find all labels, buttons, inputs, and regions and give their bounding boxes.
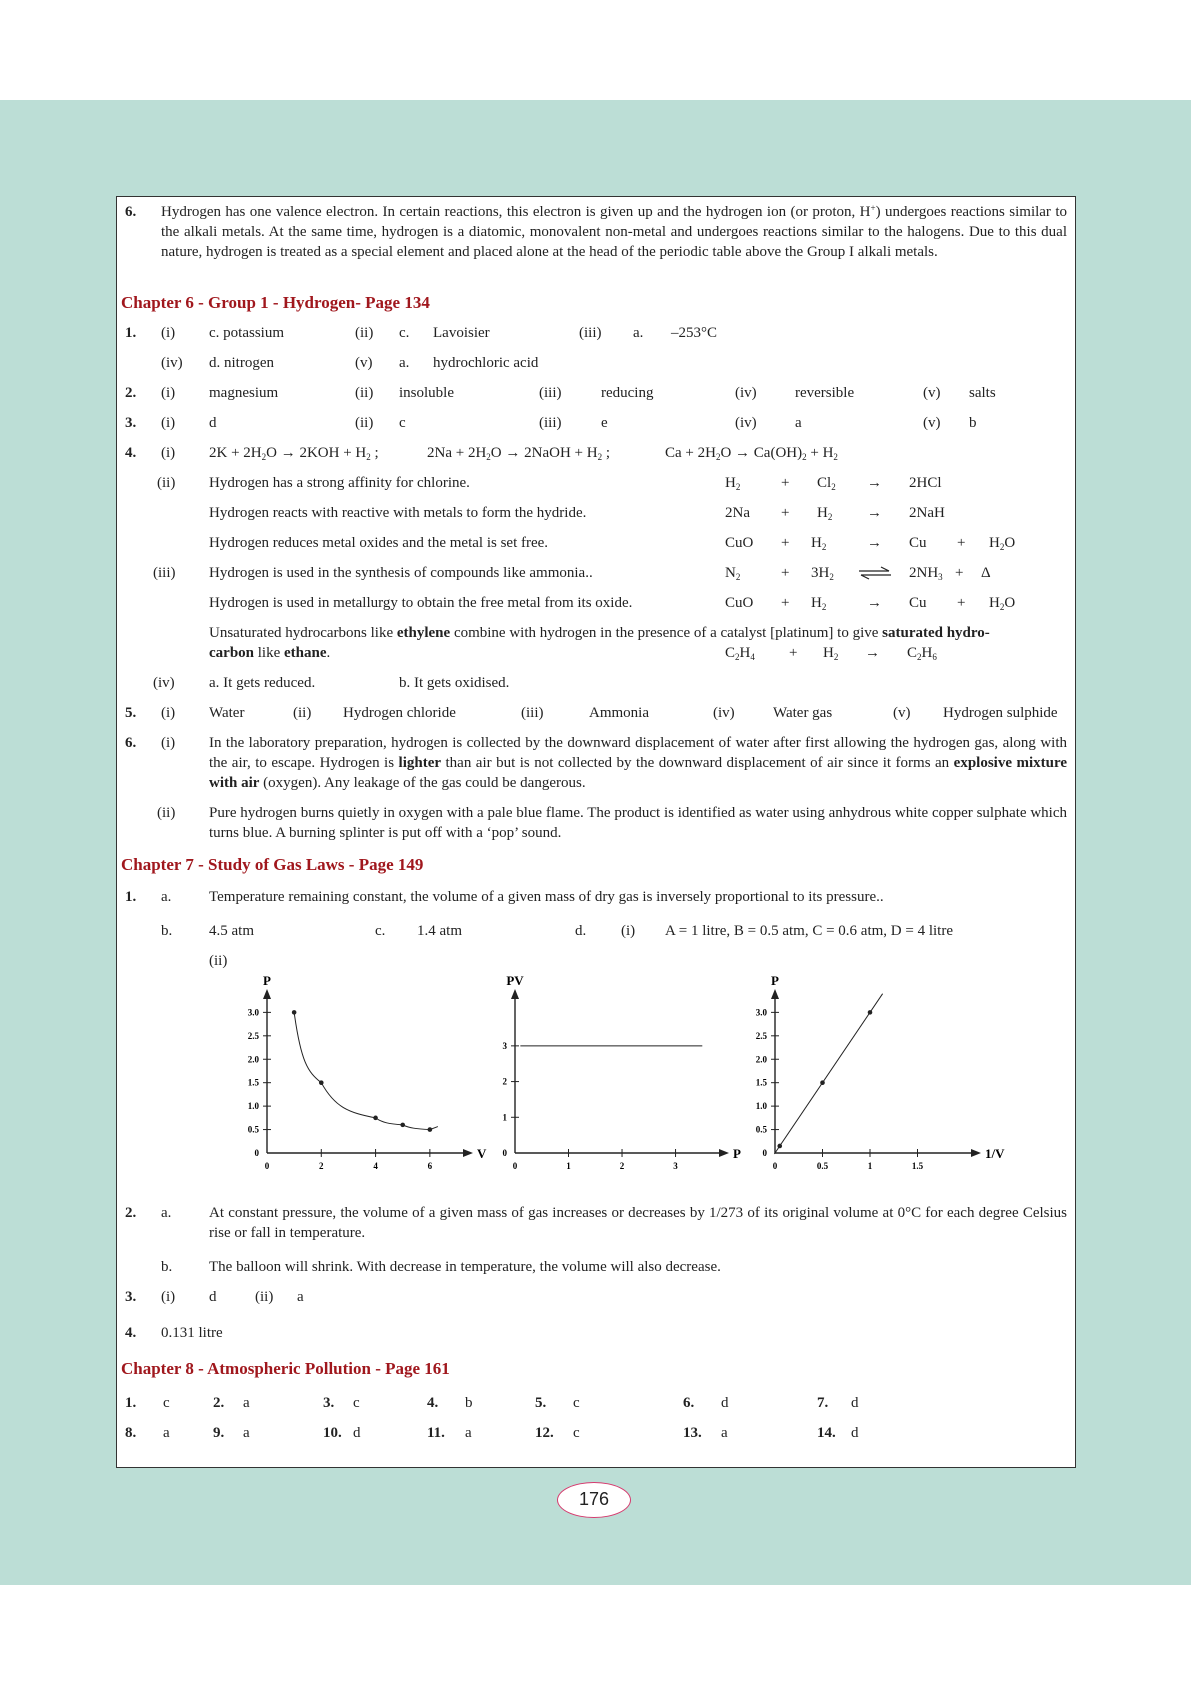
chapter-6-heading: Chapter 6 - Group 1 - Hydrogen- Page 134 bbox=[121, 293, 430, 312]
roman-label: (i) bbox=[161, 325, 176, 341]
y-tick-label: 1.5 bbox=[755, 1077, 767, 1088]
option-letter: a. bbox=[633, 325, 644, 341]
x-tick-label: 0 bbox=[512, 1161, 518, 1171]
charles-law-statement: At constant pressure, the volume of a given mass of gas increases or decreases by 1/273 of its original volume at 0°C for each degree Celsius rise or fall in temperature. bbox=[209, 1205, 1067, 1241]
x-axis-arrow-icon bbox=[463, 1149, 473, 1157]
data-point bbox=[373, 1116, 378, 1121]
page-number: 176 bbox=[557, 1482, 631, 1518]
roman-label: (i) bbox=[161, 415, 176, 431]
plus-sign: + bbox=[781, 565, 790, 581]
answer-text: d bbox=[209, 1289, 217, 1305]
arrow-icon: → bbox=[867, 535, 882, 551]
q6-ii-paragraph: Pure hydrogen burns quietly in oxygen with a pale blue flame. The product is identified as water using anhydrous white copper sulphate which turns blue. A burning splinter is put off with a ‘pop’ sound. bbox=[209, 805, 1067, 841]
equilibrium-arrow-icon bbox=[857, 565, 893, 581]
equation-2: $2Na + 2H_2O$ → 2NaOH + $H_2$ ; bbox=[427, 445, 610, 462]
x-tick-label: 2 bbox=[619, 1161, 625, 1171]
roman-label: (iv) bbox=[735, 385, 757, 401]
answer-text: 1.4 atm bbox=[417, 923, 462, 939]
y-tick-label: 3.0 bbox=[755, 1007, 767, 1018]
ch8-answer-letter: a bbox=[243, 1395, 250, 1411]
data-curve bbox=[294, 1012, 438, 1129]
q6-paragraph: Hydrogen has one valence electron. In certain reactions, this electron is given up and the hydrogen ion (or proton, H+) undergoes reactions similar to the alkali metals. At the same time, hydrogen is a diatomic, monovalent non-metal and undergoes reactions similar to the halogens. Due to this dual nature, hydrogen is treated as a special element and placed alone at the head of the periodic table above the Group I alkali metals. bbox=[161, 203, 1067, 260]
y-tick-label: 1.5 bbox=[247, 1077, 259, 1088]
ch8-answer-letter: c bbox=[573, 1395, 580, 1411]
option-letter: c. bbox=[375, 923, 386, 939]
ch8-answer-letter: c bbox=[353, 1395, 360, 1411]
roman-label: (ii) bbox=[293, 705, 312, 721]
answer-text: a bbox=[297, 1289, 304, 1305]
ch7-q2-number: 2. bbox=[125, 1205, 137, 1221]
ch6-q4-number: 4. bbox=[125, 445, 137, 461]
arrow-icon: → bbox=[867, 595, 882, 611]
statement: The balloon will shrink. With decrease in temperature, the volume will also decrease. bbox=[209, 1259, 721, 1275]
ch8-answer-letter: d bbox=[851, 1395, 859, 1411]
ch8-question-number: 10. bbox=[323, 1425, 342, 1441]
answer-text: a. It gets reduced. bbox=[209, 675, 316, 691]
y-tick-label: 0 bbox=[254, 1148, 259, 1158]
roman-label: (v) bbox=[893, 705, 911, 721]
data-point bbox=[820, 1080, 825, 1085]
ch7-q1-number: 1. bbox=[125, 889, 137, 905]
y-tick-label: 0.5 bbox=[247, 1124, 259, 1135]
roman-label: (iii) bbox=[579, 325, 602, 341]
x-axis-label: 1/V bbox=[985, 1146, 1005, 1161]
ch6-q5-number: 5. bbox=[125, 705, 137, 721]
roman-label: (iv) bbox=[735, 415, 757, 431]
roman-label: (ii) bbox=[209, 953, 228, 969]
y-tick-label: 2.0 bbox=[755, 1054, 767, 1065]
ch8-question-number: 13. bbox=[683, 1425, 702, 1441]
product: Cu bbox=[909, 535, 927, 551]
ch8-answer-letter: a bbox=[243, 1425, 250, 1441]
x-axis-label: V bbox=[477, 1146, 487, 1161]
answer-box bbox=[116, 196, 1076, 1468]
x-axis-label: P bbox=[733, 1146, 741, 1161]
roman-label: (i) bbox=[161, 1289, 176, 1305]
data-line bbox=[774, 994, 882, 1154]
product: $2NH_3$ bbox=[909, 565, 943, 582]
data-point bbox=[400, 1123, 405, 1128]
data-point bbox=[319, 1080, 324, 1085]
roman-label: (v) bbox=[923, 415, 941, 431]
statement: Hydrogen is used in metallurgy to obtain the free metal from its oxide. bbox=[209, 595, 633, 611]
ch6-q3-number: 3. bbox=[125, 415, 137, 431]
product: $C_2H_6$ bbox=[907, 645, 937, 662]
y-axis-label: P bbox=[771, 973, 779, 988]
reactant: $3H_2$ bbox=[811, 565, 834, 582]
ch8-question-number: 1. bbox=[125, 1395, 137, 1411]
answer-text: Lavoisier bbox=[433, 325, 490, 341]
ch8-answer-letter: a bbox=[163, 1425, 170, 1441]
y-tick-label: 1 bbox=[502, 1112, 507, 1123]
ch8-question-number: 6. bbox=[683, 1395, 695, 1411]
x-tick-label: 1 bbox=[566, 1161, 571, 1171]
y-tick-label: 3.0 bbox=[247, 1007, 259, 1018]
answer-text: c bbox=[399, 415, 406, 431]
ch6-q6-number: 6. bbox=[125, 735, 137, 751]
roman-label: (i) bbox=[161, 385, 176, 401]
plus-sign: + bbox=[781, 475, 790, 491]
ch8-question-number: 7. bbox=[817, 1395, 829, 1411]
y-axis-arrow-icon bbox=[771, 989, 779, 999]
answer-text: Hydrogen sulphide bbox=[943, 705, 1058, 721]
statement: Hydrogen reacts with reactive with metals to form the hydride. bbox=[209, 505, 587, 521]
answer-text: magnesium bbox=[209, 385, 279, 401]
option-letter: d. bbox=[575, 923, 587, 939]
roman-label: (v) bbox=[923, 385, 941, 401]
y-axis-label: PV bbox=[506, 973, 524, 988]
roman-label: (iii) bbox=[521, 705, 544, 721]
answer-text: hydrochloric acid bbox=[433, 355, 539, 371]
y-axis-arrow-icon bbox=[511, 989, 519, 999]
statement: Hydrogen has a strong affinity for chlorine. bbox=[209, 475, 470, 491]
option-letter: b. bbox=[161, 1259, 173, 1275]
answer-text: d. nitrogen bbox=[209, 355, 274, 371]
y-tick-label: 0 bbox=[502, 1148, 507, 1158]
x-tick-label: 0.5 bbox=[816, 1161, 829, 1171]
roman-label: (iii) bbox=[539, 415, 562, 431]
answer-text: A = 1 litre, B = 0.5 atm, C = 0.6 atm, D = 4 litre bbox=[665, 923, 953, 939]
y-axis-arrow-icon bbox=[263, 989, 271, 999]
ch8-answer-letter: a bbox=[465, 1425, 472, 1441]
reactant: $H_2$ bbox=[817, 505, 833, 522]
option-letter: a. bbox=[161, 889, 172, 905]
reactant: $H_2$ bbox=[725, 475, 741, 492]
graph-p-vs-inverse-v bbox=[745, 975, 1075, 1175]
plus-sign: + bbox=[957, 595, 966, 611]
answer-text: Water bbox=[209, 705, 245, 721]
option-letter: c. bbox=[399, 325, 410, 341]
answer-text: c. potassium bbox=[209, 325, 284, 341]
x-tick-label: 1.5 bbox=[911, 1161, 924, 1171]
answer-text: Ammonia bbox=[589, 705, 649, 721]
x-tick-label: 6 bbox=[427, 1161, 433, 1171]
x-tick-label: 3 bbox=[673, 1161, 678, 1171]
ch8-question-number: 2. bbox=[213, 1395, 225, 1411]
ch8-answer-letter: d bbox=[721, 1395, 729, 1411]
answer-text: Water gas bbox=[773, 705, 833, 721]
answer-text: –253°C bbox=[671, 325, 718, 341]
graph-pv-vs-p bbox=[487, 973, 741, 1175]
plus-sign: + bbox=[781, 535, 790, 551]
roman-label: (i) bbox=[161, 445, 176, 461]
answer-text: salts bbox=[969, 385, 996, 401]
ch8-answer-letter: b bbox=[465, 1395, 473, 1411]
arrow-icon: → bbox=[867, 475, 882, 491]
reactant: $H_2$ bbox=[811, 535, 827, 552]
plus-sign: + bbox=[955, 565, 964, 581]
x-tick-label: 1 bbox=[867, 1161, 873, 1171]
plus-sign: + bbox=[781, 595, 790, 611]
roman-label: (i) bbox=[621, 923, 636, 939]
x-axis-arrow-icon bbox=[719, 1149, 729, 1157]
answer-text: d bbox=[209, 415, 217, 431]
y-tick-label: 2 bbox=[502, 1076, 507, 1087]
ch8-question-number: 4. bbox=[427, 1395, 439, 1411]
ch6-q2-number: 2. bbox=[125, 385, 137, 401]
product: Cu bbox=[909, 595, 927, 611]
plus-sign: + bbox=[789, 645, 798, 661]
y-tick-label: 2.5 bbox=[755, 1030, 767, 1041]
reactant: CuO bbox=[725, 595, 754, 611]
data-point bbox=[868, 1010, 873, 1015]
y-tick-label: 0 bbox=[762, 1148, 767, 1158]
product: 2NaH bbox=[909, 505, 945, 521]
statement: Hydrogen is used in the synthesis of compounds like ammonia.. bbox=[209, 565, 593, 581]
answer-text: b bbox=[969, 415, 977, 431]
delta-symbol: Δ bbox=[981, 565, 991, 581]
roman-label: (iii) bbox=[539, 385, 562, 401]
roman-label: (ii) bbox=[355, 415, 374, 431]
ch8-question-number: 14. bbox=[817, 1425, 836, 1441]
product: 2HCl bbox=[909, 475, 942, 491]
arrow-icon: → bbox=[867, 505, 882, 521]
answer-text: b. It gets oxidised. bbox=[399, 675, 510, 691]
statement: Hydrogen reduces metal oxides and the metal is set free. bbox=[209, 535, 549, 551]
y-tick-label: 2.0 bbox=[247, 1054, 259, 1065]
q6-i-paragraph: In the laboratory preparation, hydrogen is collected by the downward displacement of water after first allowing the hydrogen gas, along with the air, to escape. Hydrogen is lighter than air but is not collected by the downward displacement of air since it forms an explosive mixture with air (oxygen). Any leakage of the gas could be dangerous. bbox=[209, 735, 1068, 791]
answer-text: a bbox=[795, 415, 802, 431]
data-point bbox=[777, 1144, 782, 1149]
reactant: 2Na bbox=[725, 505, 750, 521]
option-letter: a. bbox=[399, 355, 410, 371]
plus-sign: + bbox=[957, 535, 966, 551]
ch8-question-number: 5. bbox=[535, 1395, 547, 1411]
answer-text: 0.131 litre bbox=[161, 1325, 223, 1341]
y-tick-label: 0.5 bbox=[755, 1124, 767, 1135]
answer-text: reducing bbox=[601, 385, 654, 401]
statement: Temperature remaining constant, the volume of a given mass of dry gas is inversely proportional to its pressure.. bbox=[209, 889, 884, 905]
roman-label: (ii) bbox=[355, 385, 374, 401]
roman-label: (iv) bbox=[161, 355, 183, 371]
ch8-answer-letter: d bbox=[353, 1425, 361, 1441]
product: $H_2O$ bbox=[989, 535, 1016, 552]
ch8-answer-letter: d bbox=[851, 1425, 859, 1441]
roman-label: (i) bbox=[161, 705, 176, 721]
ch8-question-number: 3. bbox=[323, 1395, 335, 1411]
x-tick-label: 0 bbox=[264, 1161, 270, 1171]
answer-text: insoluble bbox=[399, 385, 454, 401]
roman-label: (ii) bbox=[355, 325, 374, 341]
ch8-answer-letter: c bbox=[573, 1425, 580, 1441]
reactant: CuO bbox=[725, 535, 754, 551]
product: $H_2O$ bbox=[989, 595, 1016, 612]
answer-text: e bbox=[601, 415, 608, 431]
plus-sign: + bbox=[781, 505, 790, 521]
y-tick-label: 2.5 bbox=[247, 1030, 259, 1041]
reactant: $Cl_2$ bbox=[817, 475, 836, 492]
ch8-question-number: 8. bbox=[125, 1425, 137, 1441]
roman-label: (ii) bbox=[255, 1289, 274, 1305]
option-letter: a. bbox=[161, 1205, 172, 1221]
option-letter: b. bbox=[161, 923, 173, 939]
x-tick-label: 0 bbox=[772, 1161, 778, 1171]
reactant: $N_2$ bbox=[725, 565, 741, 582]
ch8-answer-letter: c bbox=[163, 1395, 170, 1411]
x-tick-label: 2 bbox=[319, 1161, 324, 1171]
reactant: $H_2$ bbox=[811, 595, 827, 612]
graph-p-vs-v bbox=[227, 973, 487, 1175]
roman-label: (ii) bbox=[157, 475, 176, 491]
arrow-icon: → bbox=[865, 645, 880, 661]
answer-text: 4.5 atm bbox=[209, 923, 254, 939]
ch6-q1-number: 1. bbox=[125, 325, 137, 341]
roman-label: (i) bbox=[161, 735, 176, 751]
roman-label: (iii) bbox=[153, 565, 176, 581]
chapter-8-heading: Chapter 8 - Atmospheric Pollution - Page 161 bbox=[121, 1359, 450, 1378]
y-tick-label: 3 bbox=[502, 1040, 507, 1051]
roman-label: (v) bbox=[355, 355, 373, 371]
data-point bbox=[428, 1127, 433, 1132]
unsaturated-paragraph: Unsaturated hydrocarbons like ethylene combine with hydrogen in the presence of a catalyst [platinum] to give saturated hydro- carbon like ethane. bbox=[209, 625, 990, 661]
ch8-answer-letter: a bbox=[721, 1425, 728, 1441]
reactant: $C_2H_4$ bbox=[725, 645, 755, 662]
answer-text: Hydrogen chloride bbox=[343, 705, 456, 721]
y-tick-label: 1.0 bbox=[247, 1101, 259, 1112]
chapter-7-heading: Chapter 7 - Study of Gas Laws - Page 149 bbox=[121, 855, 424, 874]
reactant: $H_2$ bbox=[823, 645, 839, 662]
data-point bbox=[292, 1010, 297, 1015]
y-axis-label: P bbox=[263, 973, 271, 988]
ch8-question-number: 12. bbox=[535, 1425, 554, 1441]
x-tick-label: 4 bbox=[373, 1161, 378, 1171]
ch7-q3-number: 3. bbox=[125, 1289, 137, 1305]
ch7-q4-number: 4. bbox=[125, 1325, 137, 1341]
ch8-question-number: 11. bbox=[427, 1425, 445, 1441]
x-axis-arrow-icon bbox=[971, 1149, 981, 1157]
roman-label: (ii) bbox=[157, 805, 176, 821]
ch8-question-number: 9. bbox=[213, 1425, 225, 1441]
equation-3: $Ca + 2H_2O \to Ca(OH)_2 + H_2$ bbox=[665, 445, 838, 462]
roman-label: (iv) bbox=[713, 705, 735, 721]
q6-number: 6. bbox=[125, 204, 137, 220]
roman-label: (iv) bbox=[153, 675, 175, 691]
y-tick-label: 1.0 bbox=[755, 1101, 767, 1112]
answer-text: reversible bbox=[795, 385, 855, 401]
equation-1: $2K + 2H_2O \to 2KOH + H_2$ ; bbox=[209, 445, 379, 462]
